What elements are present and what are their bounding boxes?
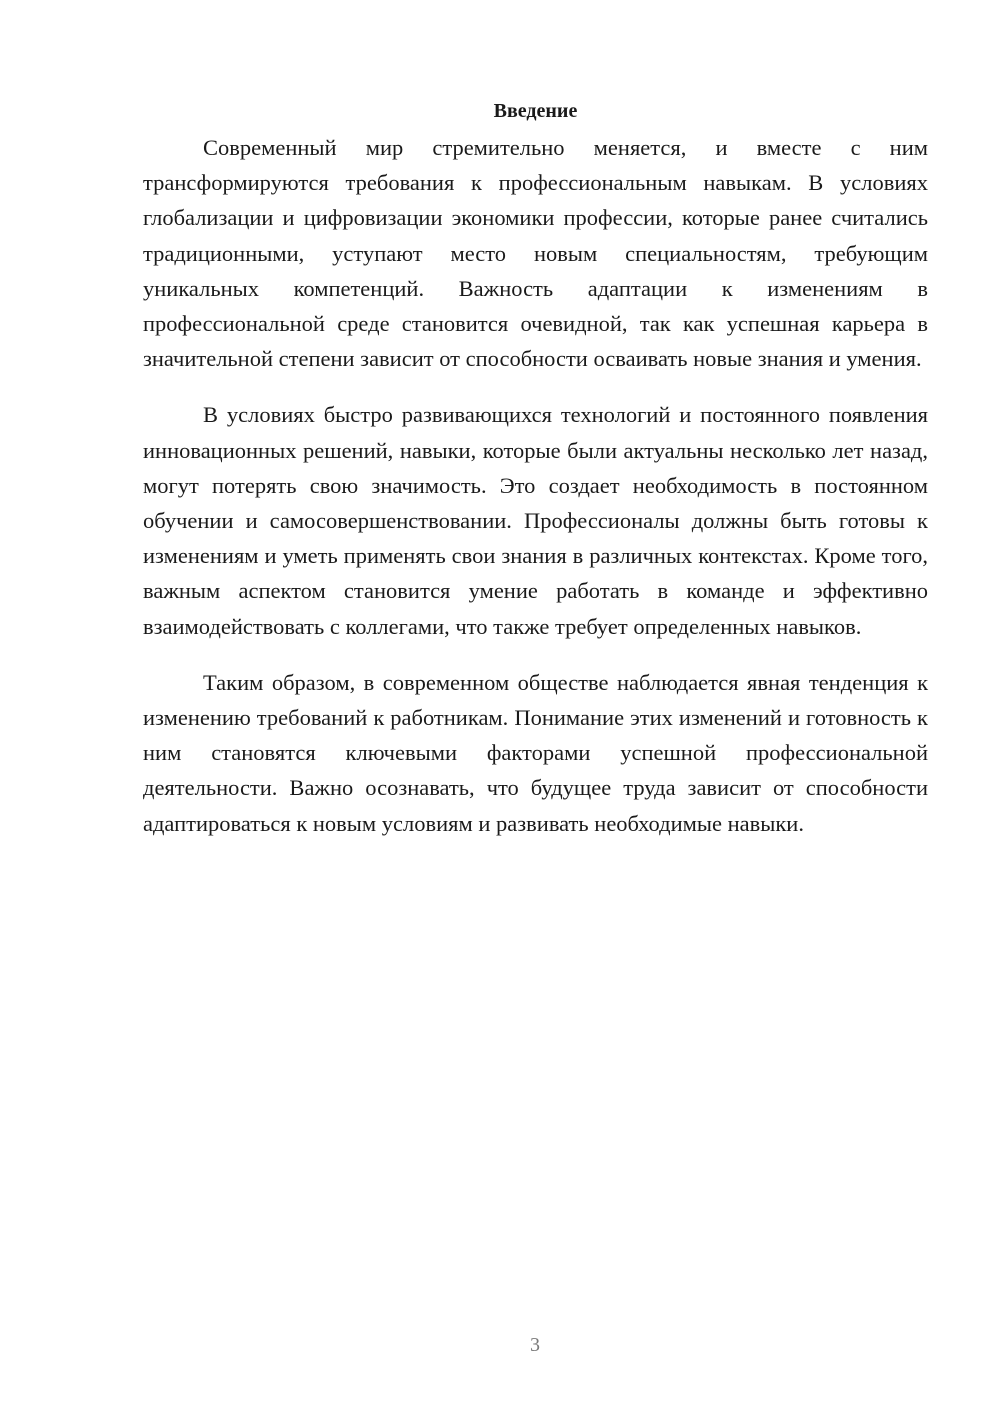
page-heading: Введение [493,100,578,122]
paragraph-1: Современный мир стремительно меняется, и вместе с ним трансформируются требования к профессиональным навыкам. В условиях глобализации и цифровизации экономики профессии, которые ранее считались традиционными, уступают место новым специальностям, требующим уникальных компетенций. Важность адаптации к изменениям в профессиональной среде становится очевидной, так как успешная карьера в значительной степени зависит от способности осваивать новые знания и умения. [143,135,928,372]
page-content [143,96,928,862]
page-number: 3 [530,1334,540,1356]
paragraph-2: В условиях быстро развивающихся технологий и постоянного появления инновационных решений, навыки, которые были актуальны несколько лет назад, могут потерять свою значимость. Это создает необходимость в постоянном обучении и самосовершенствовании. Профессионалы должны быть готовы к изменениям и уметь применять свои знания в различных контекстах. Кроме того, важным аспектом становится умение работать в команде и эффективно взаимодействовать с коллегами, что также требует определенных навыков. [143,402,928,639]
paragraph-3: Таким образом, в современном обществе наблюдается явная тенденция к изменению требований к работникам. Понимание этих изменений и готовность к ним становятся ключевыми факторами успешной профессиональной деятельности. Важно осознавать, что будущее труда зависит от способности адаптироваться к новым условиям и развивать необходимые навыки. [143,669,928,836]
